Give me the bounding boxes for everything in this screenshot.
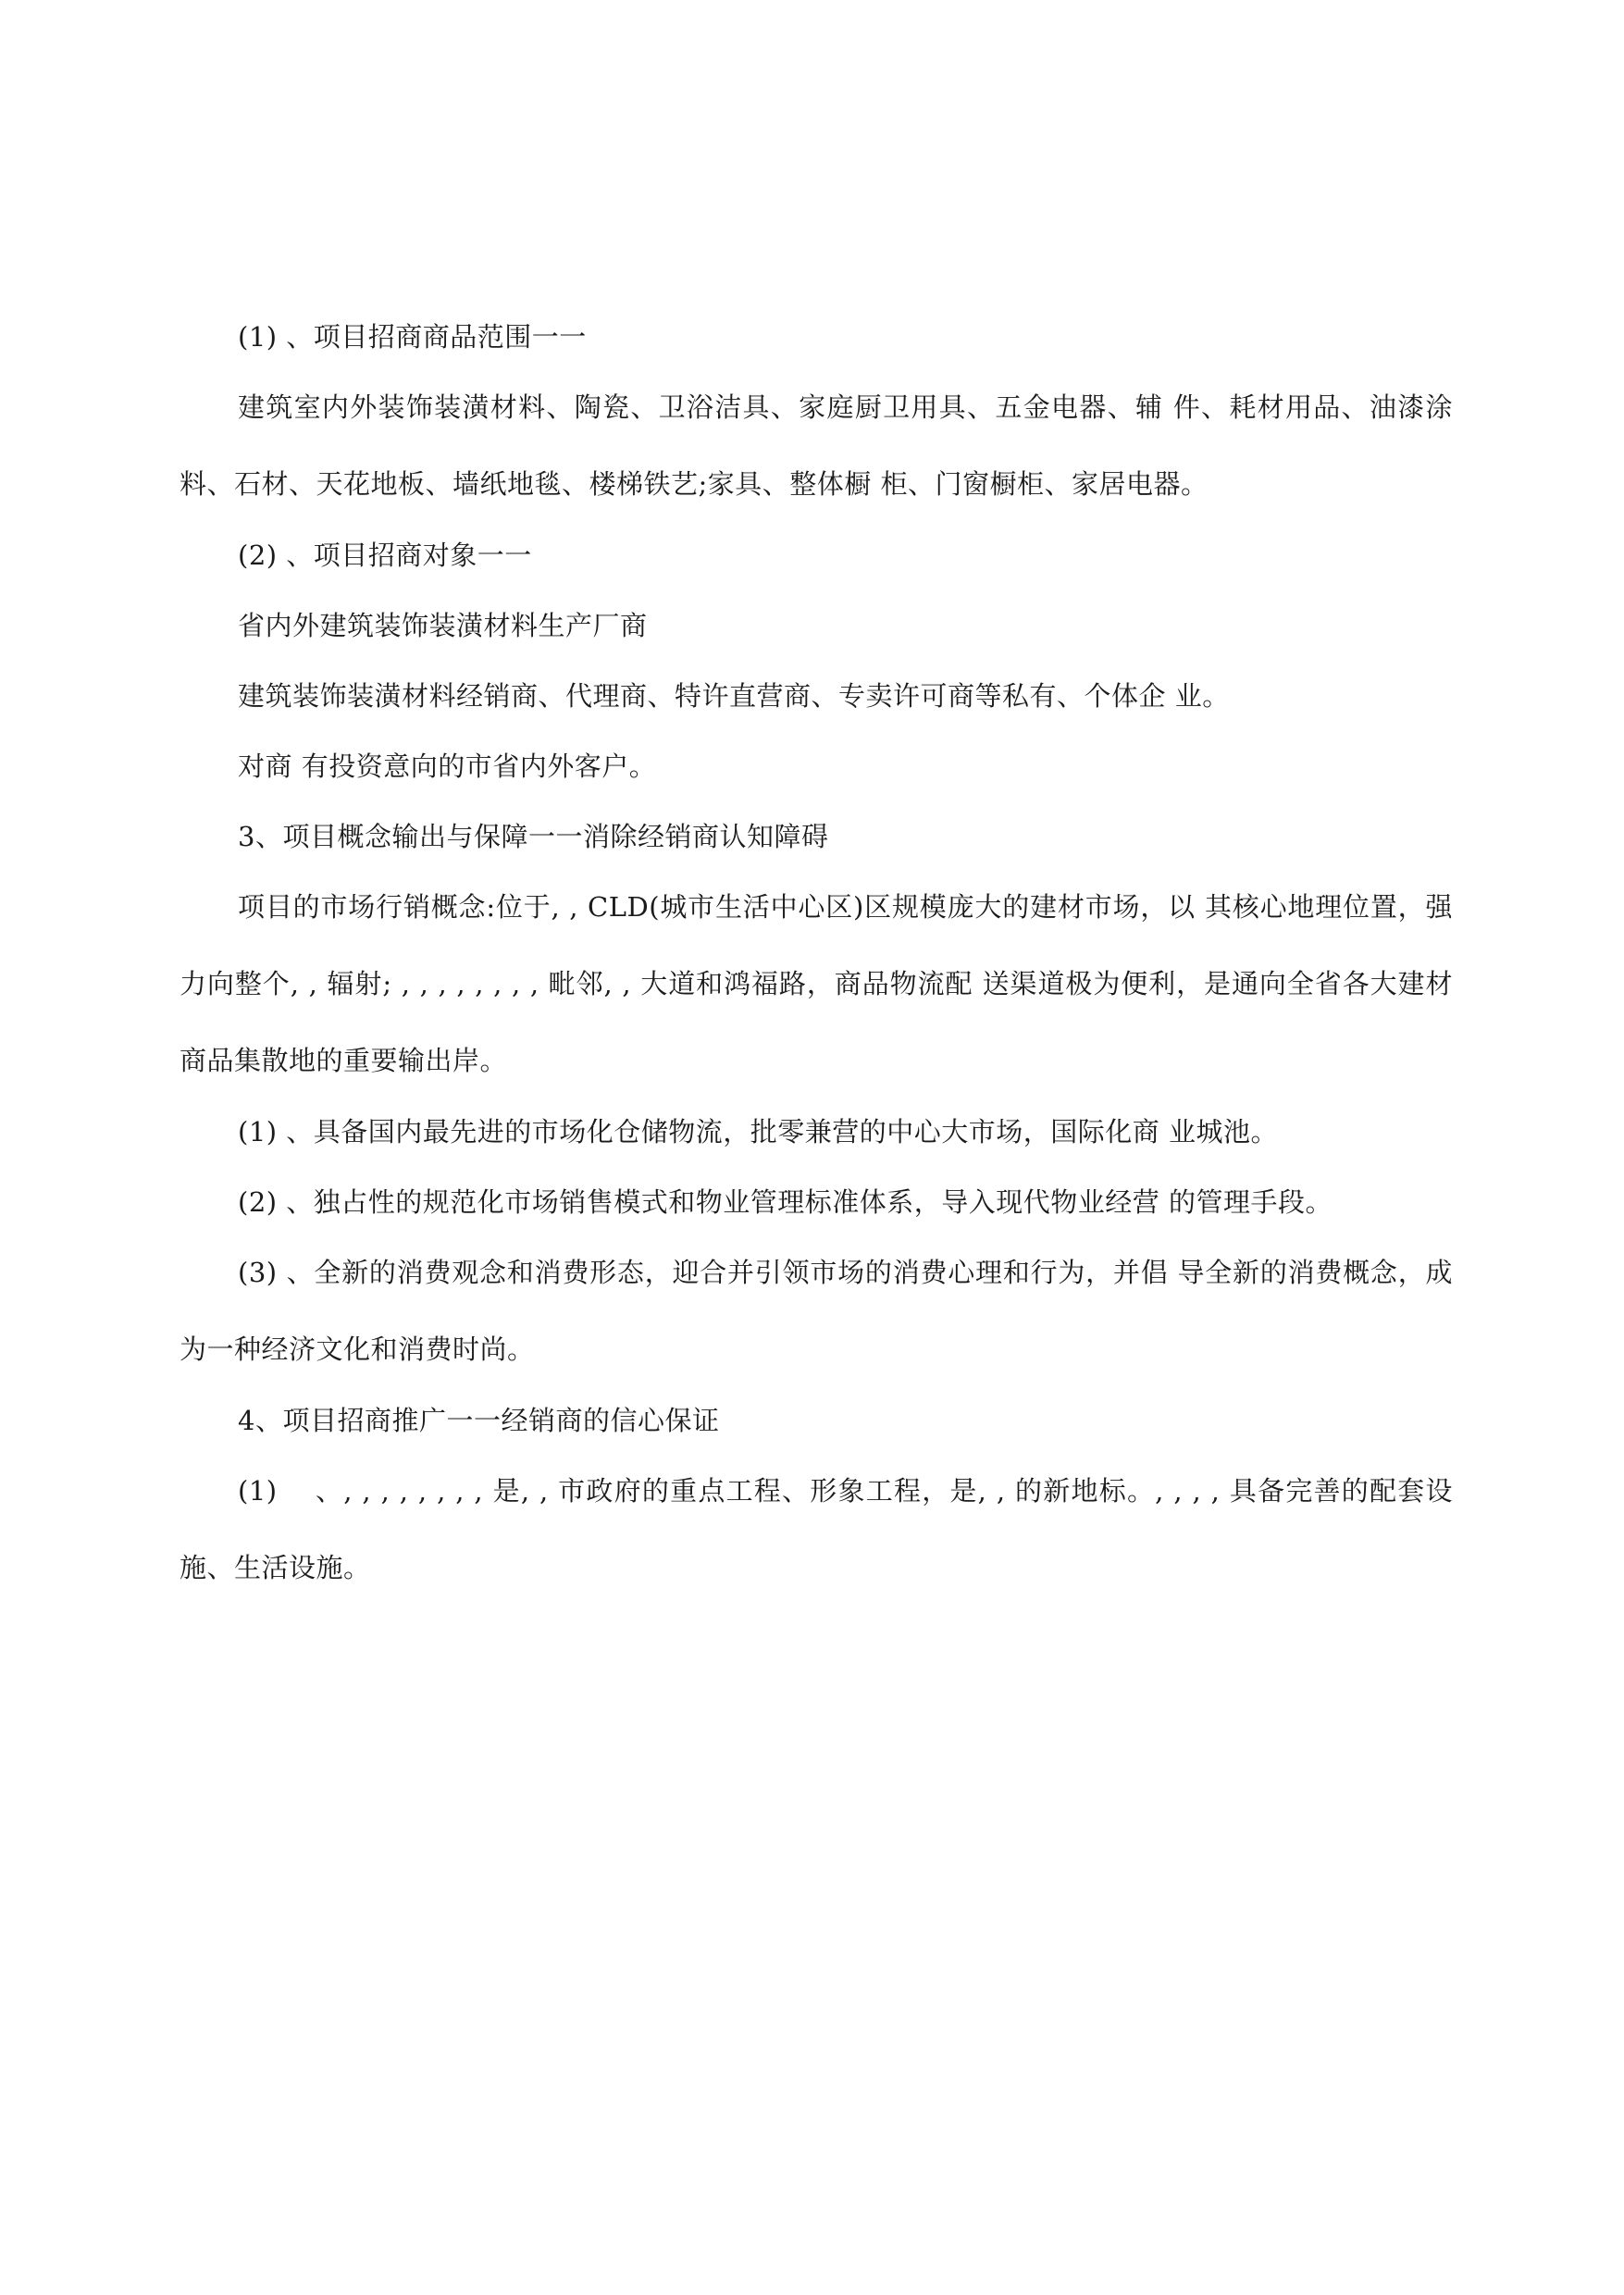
- paragraph-target-investors: 对商 有投资意向的市省内外客户。: [238, 751, 657, 782]
- paragraph-scope-heading: (1) 、项目招商商品范围一一: [238, 321, 587, 353]
- document-body: [180, 315, 1453, 1617]
- paragraph-scope-body: 建筑室内外装饰装潢材料、陶瓷、卫浴洁具、家庭厨卫用具、五金电器、辅 件、耗材用品、油漆涂料、石材、天花地板、墙纸地毯、楼梯铁艺;家具、整体橱 柜、门窗橱柜、家居电器。: [180, 391, 1453, 500]
- paragraph-target-manufacturers: 省内外建筑装饰装潢材料生产厂商: [238, 610, 648, 641]
- paragraph-target-heading: (2) 、项目招商对象一一: [238, 540, 532, 571]
- paragraph-point-2-management: (2) 、独占性的规范化市场销售模式和物业管理标准体系，导入现代物业经营 的管理手段。: [238, 1186, 1333, 1218]
- paragraph-target-dealers: 建筑装饰装潢材料经销商、代理商、特许直营商、专卖许可商等私有、个体企 业。: [238, 680, 1230, 712]
- paragraph-point-3-consumption: (3) 、全新的消费观念和消费形态，迎合并引领市场的消费心理和行为，并倡 导全新的消费概念，成为一种经济文化和消费时尚。: [180, 1257, 1453, 1365]
- paragraph-section-4-heading: 4、项目招商推广一一经销商的信心保证: [238, 1405, 720, 1436]
- paragraph-marketing-concept: 项目的市场行销概念:位于, , CLD(城市生活中心区)区规模庞大的建材市场，以 其核心地理位置，强力向整个, , 辐射; , , , , , , , , 毗邻, , 大道和鸿福路，商品物流配 送渠道极为便利，是通向全省各大建材商品集散地的重要输出岸。: [180, 891, 1453, 1076]
- paragraph-promotion-point-1: (1) 、, , , , , , , , 是, , 市政府的重点工程、形象工程，是, , 的新地标。, , , , 具备完善的配套设施、生活设施。: [180, 1475, 1453, 1583]
- paragraph-point-1-logistics: (1) 、具备国内最先进的市场化仓储物流，批零兼营的中心大市场，国际化商 业城池。: [238, 1116, 1279, 1148]
- paragraph-section-3-heading: 3、项目概念输出与保障一一消除经销商认知障碍: [238, 821, 829, 852]
